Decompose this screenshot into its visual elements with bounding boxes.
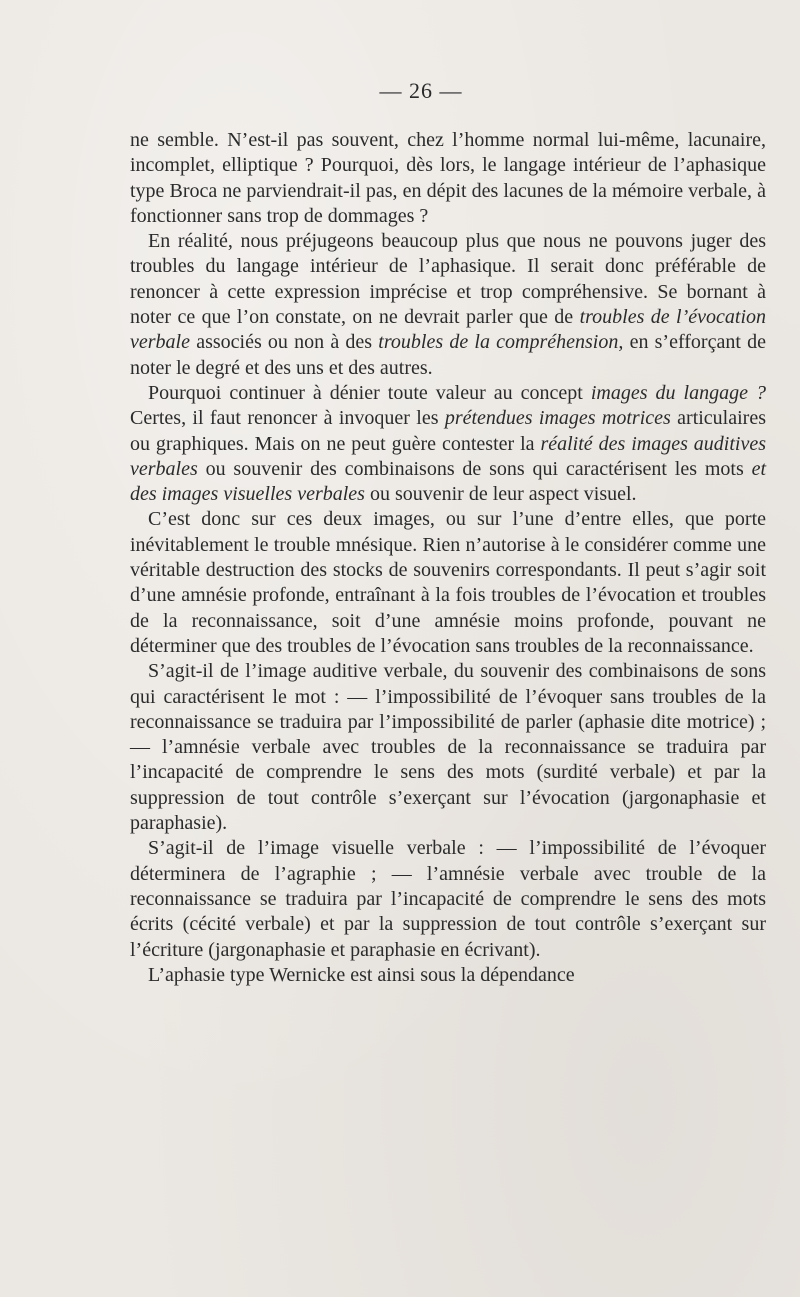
italic-text: troubles de l’évocation verbale bbox=[130, 306, 766, 354]
paragraph bbox=[130, 229, 766, 381]
paragraph bbox=[130, 381, 766, 507]
italic-text: et des images visuelles verbales bbox=[130, 457, 766, 506]
italic-text: réalité des images auditives verbales bbox=[130, 432, 766, 480]
paragraph bbox=[130, 507, 766, 659]
text-run: ou souvenir de leur aspect visuel. bbox=[364, 483, 637, 506]
italic-text: prétendues images motrices bbox=[444, 407, 671, 430]
text-run: L’aphasie type Wernicke est ainsi sous la dépendance bbox=[148, 963, 575, 986]
text-run: En réalité, nous préjugeons beaucoup plus que nous ne pouvons juger des troubles du langage intérieur de l’aphasique. Il serait donc préférable de renoncer à cette expression imprécise et trop compréhensive. Se bornant à noter ce que l’on constate, on ne devrait parler que de bbox=[130, 230, 766, 329]
text-run: C’est donc sur ces deux images, ou sur l’une d’entre elles, que porte inévitablement le trouble mnésique. Rien n’autorise à le considérer comme une véritable destruction des stocks de souvenirs correspondants. Il peut s’agir soit d’une amnésie profonde, entraînant à la fois troubles de l’évocation et troubles de la reconnaissance, soit d’une amnésie moins profonde, pouvant ne déterminer que des troubles de l’évocation sans troubles de la reconnaissance. bbox=[130, 508, 766, 657]
text-run: en s’efforçant de noter le degré et des uns et des autres. bbox=[130, 331, 766, 379]
paragraph bbox=[130, 963, 766, 988]
text-run: associés ou non à des bbox=[189, 331, 379, 354]
italic-text: images du langage ? bbox=[590, 381, 766, 404]
text-run: articulaires ou graphiques. Mais on ne peut guère contester la bbox=[130, 407, 766, 455]
italic-text: troubles de la compréhension, bbox=[378, 331, 624, 354]
text-run: ne semble. N’est-il pas souvent, chez l’homme normal lui-même, lacunaire, incomplet, elliptique ? Pourquoi, dès lors, le langage intérieur de l’aphasique type Broca ne parviendrait-il pas, en dépit des lacunes de la mémoire verbale, à fonctionner sans trop de dommages ? bbox=[130, 129, 766, 227]
body-text bbox=[130, 128, 766, 988]
text-run: Certes, il faut renoncer à invoquer les bbox=[130, 407, 445, 430]
paragraph bbox=[130, 836, 766, 962]
page-number: — 26 — bbox=[379, 78, 463, 103]
text-run: ou souvenir des combinaisons de sons qui caractérisent les mots bbox=[197, 457, 752, 480]
paragraph bbox=[130, 659, 766, 836]
text-run: Pourquoi continuer à dénier toute valeur au concept bbox=[148, 381, 591, 404]
paragraph bbox=[130, 128, 766, 229]
text-run: S’agit-il de l’image auditive verbale, du souvenir des combinaisons de sons qui caractérisent le mot : — l’impossibilité de l’évoquer sans troubles de la reconnaissance se traduira par l’impossibilité de parler (aphasie dite motrice) ; — l’amnésie verbale avec troubles de la reconnaissance se traduira par l’incapacité de comprendre le sens des mots (surdité verbale) et par la suppression de tout contrôle s’exerçant sur l’évocation (jargonaphasie et paraphasie). bbox=[130, 660, 766, 835]
text-run: S’agit-il de l’image visuelle verbale : — l’impossibilité de l’évoquer déterminera de l’agraphie ; — l’amnésie verbale avec trouble de la reconnaissance se traduira par l’incapacité de comprendre le sens des mots écrits (cécité verbale) et par la suppression de tout contrôle s’exerçant sur l’écriture (jargonaphasie et paraphasie en écrivant). bbox=[130, 837, 766, 961]
